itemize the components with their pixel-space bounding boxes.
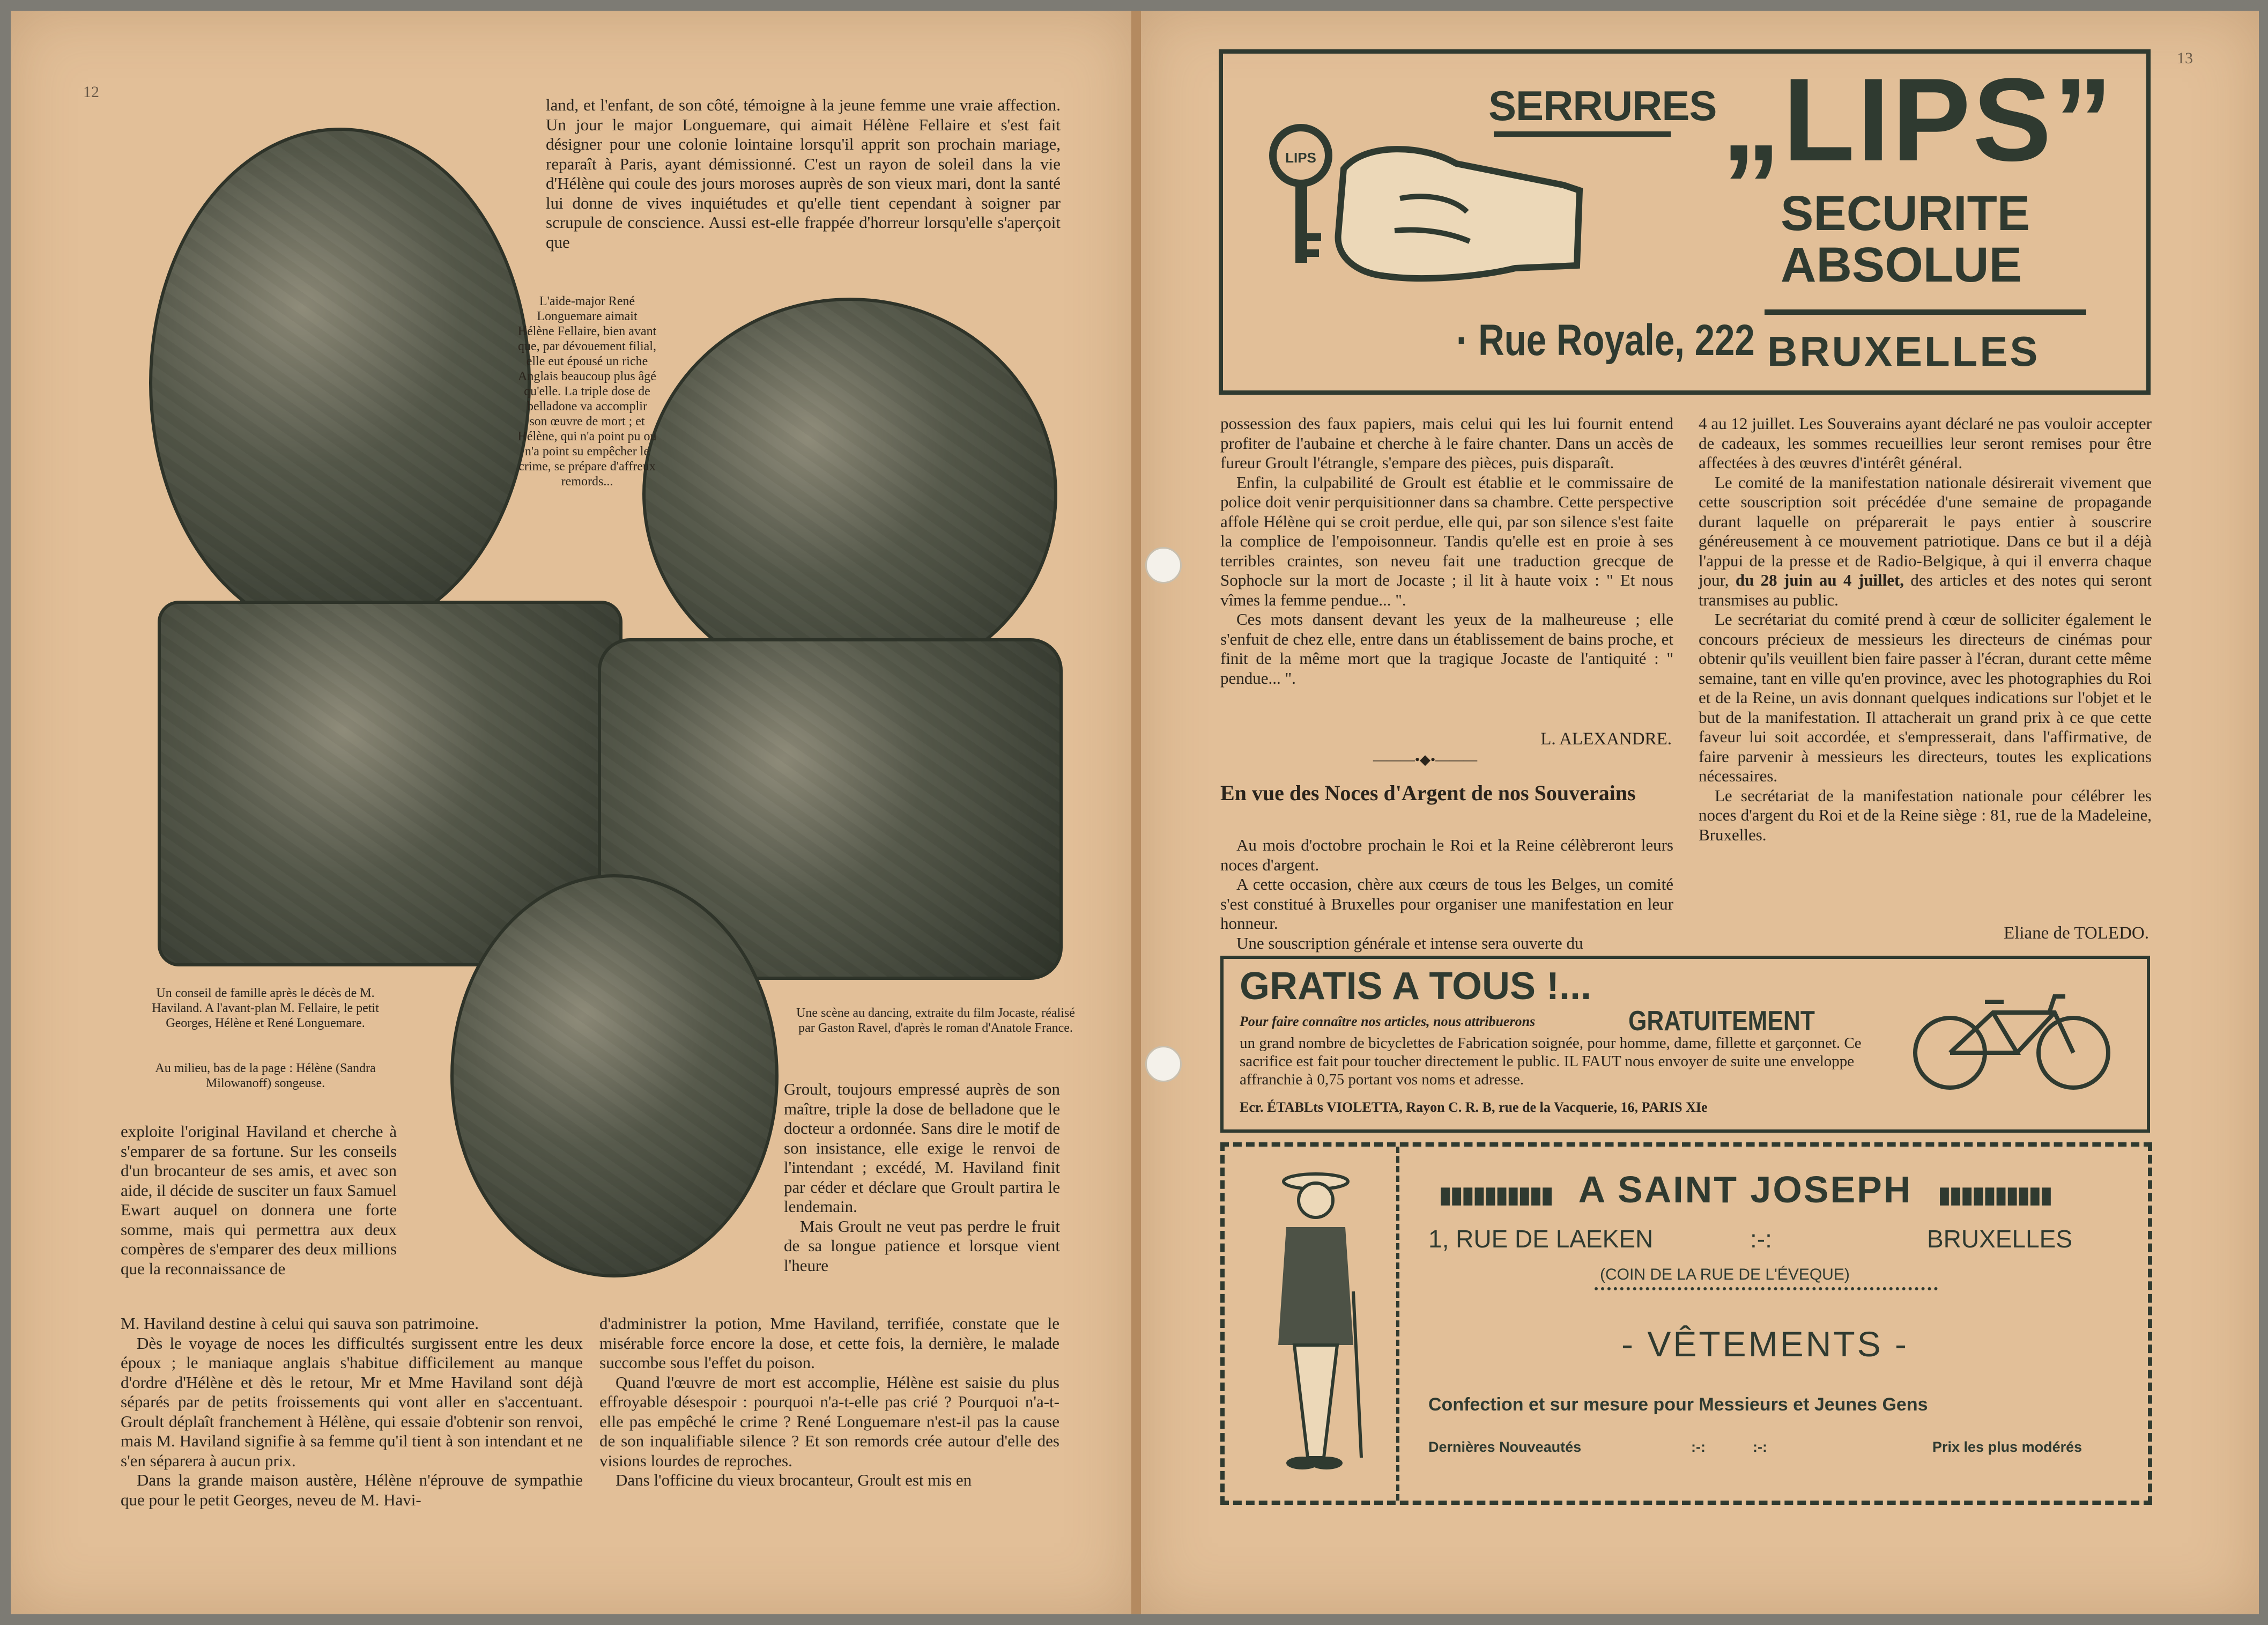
paragraph-text: Le comité de la manifestation nationale désirerait vivement que cette souscription soit précédée d'une semaine de propagande durant laquelle on préparerait le pays entier à souscrire généreusement à ce mouvement patriotique. Dans ce but il a déjà l'appui de la presse et de Radio-Belgique, à qui il enverra chaque jour, [1699,472,2152,589]
paragraph: M. Haviland destine à celui qui sauva son patrimoine. [121,1314,479,1333]
paragraph-text: des articles et des notes qui seront transmises au public. [1699,571,2152,609]
paragraph: exploite l'original Haviland et cherche à s'emparer de sa fortune. Sur les conseils d'un brocanteur de ses amis, et avec son aide, il décide de susciter un faux Samuel Ewart auquel on donnera une forte somme, mais qui permettra aux deux compères de s'emparer des deux millions que la reconnaissance de [121,1122,397,1278]
paragraph: d'administrer la potion, Mme Haviland, terrifiée, constate que le misérable force encore la dose, et cette fois, la dernière, le malade succombe sous l'effet du poison. [599,1314,1059,1372]
caption-family-council: Un conseil de famille après le décès de M. Haviland. A l'avant-plan M. Fellaire, le petit Georges, Hélène et René Longuemare. [152,986,379,1030]
signature: Eliane de TOLEDO. [2004,924,2149,943]
paragraph: Enfin, la culpabilité de Groult est établie et le commissaire de police doit venir perquisitionner dans sa chambre. Cette perspective affole Hélène qui se croit perdue, elle qui, par son silence s'est faite la complice de l'empoisonneur. Tandis qu'elle est en proie à ses terribles craintes, son neveu fait une traduction grecque de Sophocle sur la mort de Jocaste ; il lit à haute voix : " Et nous vîmes la femme pendue... ". [1220,472,1673,609]
lips-address: · Rue Royale, 222 [1456,316,1755,365]
photo-group-scene [642,298,1057,690]
absolue-label: ABSOLUE [1781,238,2022,292]
gratuitement-label: GRATUITEMENT [1628,1006,1815,1037]
section-title: En vue des Noces d'Argent de nos Souverains [1220,781,1636,805]
sj-confection: Confection et sur mesure pour Messieurs et Jeunes Gens [1428,1394,1928,1415]
paragraph: Dans la grande maison austère, Hélène n'éprouve de sympathie que pour le petit Georges, neveu de M. Havi- [121,1471,583,1509]
sj-nouveautes: Dernières Nouveautés [1428,1439,1582,1455]
article-column [784,1080,1060,1275]
paragraph [1699,473,2152,610]
article-column [546,95,1061,252]
securite-label: SECURITE [1781,186,2030,241]
page-number: 13 [2177,49,2193,67]
sj-separator: :-: [1750,1225,1772,1253]
paragraph: Dans l'officine du vieux brocanteur, Groult est mis en [616,1471,972,1489]
article-column [121,1314,583,1510]
paragraph: Quand l'œuvre de mort est accomplie, Hélène est saisie du plus effroyable désespoir : pourquoi n'a-t-elle pas crié ? Pourquoi n'a-t-elle pas empêché le crime ? René Longuemare n'est-il pas la cause de son inqualifiable silence ? Et son remords crée autour d'elle des visions lourdes de reproches. [599,1372,1059,1470]
gratis-body: un grand nombre de bicyclettes de Fabrication soignée, pour homme, dame, fillette et garçonnet. Ce sacrifice est fait pour toucher directement le public. IL FAUT nous envoyer de suite une enveloppe affranchie à 0,75 portant vos noms et adresse. [1240,1035,1862,1088]
sj-title: A SAINT JOSEPH [1578,1169,1913,1210]
date-emphasis: du 28 juin au 4 juillet, [1735,571,1904,589]
sj-city: BRUXELLES [1927,1225,2073,1253]
caption-aide-major: L'aide-major René Longuemare aimait Hélène Fellaire, bien avant que, par dévouement filial, elle eut épousé un riche Anglais beaucoup plus âgé qu'elle. La triple dose de belladone va accomplir son œuvre de mort ; et Hélène, qui n'a point pu ou n'a point su empêcher le crime, se prépare d'affreux remords... [517,294,657,489]
gratis-intro: Pour faire connaître nos articles, nous attribuerons [1240,1014,1536,1029]
lips-brand: „LIPS” [1722,54,2115,186]
paragraph: possession des faux papiers, mais celui qui les lui fournit entend profiter de l'aubaine et cherche à le faire chanter. Dans un accès de fureur Groult l'étrangle, s'empare des pièces, puis disparaît. [1220,414,1673,472]
book-spine [1131,11,1141,1614]
gratis-advertisement [1220,956,2150,1133]
paragraph: Une souscription générale et intense sera ouverte du [1236,933,1583,952]
signature: L. ALEXANDRE. [1540,729,1672,749]
paragraph: Ces mots dansent devant les yeux de la malheureuse ; elle s'enfuit de chez elle, entre dans un établissement de bains proche, et finit de la même mort que la tragique Jocaste de l'antiquité : " pendue... ". [1220,610,1673,688]
lips-advertisement [1219,49,2151,395]
sj-prix: Prix les plus modérés [1932,1439,2082,1455]
serrures-label: SERRURES [1488,82,1717,129]
paragraph: A cette occasion, chère aux cœurs de tous les Belges, un comité s'est constitué à Bruxelles pour organiser une manifestation en leur honneur. [1220,875,1673,933]
binder-hole [1145,1046,1182,1082]
article-column [1220,414,1673,688]
key-label: LIPS [1285,150,1316,166]
section-ornament: ———•◆•——— [1373,752,1478,767]
page-number: 12 [83,83,99,101]
paragraph: land, et l'enfant, de son côté, témoigne à la jeune femme une vraie affection. Un jour le major Longuemare, qui aimait Hélène Fellaire et s'est fait désigner pour une colonie lointaine lorsqu'il apprit son prochain mariage, reparaît à Paris, ayant démissionné. C'est un rayon de soleil dans la vie d'Hélène qui coule des jours moroses auprès de son vieux mari, dont la santé lui donne de vives inquiétudes et qu'elle tient cependant à soigner par scrupule de conscience. Aussi est-elle frappée d'horreur lorsqu'elle s'aperçoit que [546,95,1061,252]
photo-garden-scene [149,128,531,638]
sj-title-row [1439,1168,2051,1211]
caption-middle: Au milieu, bas de la page : Hélène (Sandra Milowanoff) songeuse. [155,1061,376,1090]
divider [1494,131,1671,137]
sj-street: 1, RUE DE LAEKEN [1428,1225,1654,1253]
paragraph: Le secrétariat du comité prend à cœur de solliciter également le concours précieux de messieurs les directeurs de cinémas pour obtenir qu'ils veuillent bien faire passer à l'écran, durant cette même semaine, tant en ville qu'en province, avec les photographies du Roi et de la Reine, un avis donnant quelques indications sur l'objet et le but de la manifestation. Il attacherait un grand prix à ce que cette faveur lui soit accordée, et s'empresserait, dans l'affirmative, de faire parvenir à messieurs les directeurs, toutes les explications nécessaires. [1699,610,2152,785]
article-column [1699,414,2152,845]
divider [1765,309,2086,315]
gentleman-figure-icon [1257,1168,1375,1479]
lips-city: BRUXELLES [1767,328,2040,375]
binder-hole [1145,547,1182,583]
sj-ornament: ▮▮▮▮▮▮▮▮▮▮ [1439,1182,1553,1207]
paragraph: Dès le voyage de noces les difficultés surgissent entre les deux époux ; le maniaque anglais s'habitue difficilement au manque d'ordre d'Hélène et dès le retour, Mr et Mme Haviland sont déjà séparés par de petits froissements qui vont aller en s'accentuant. Groult déplaît franchement à Hélène, qui essaie d'obtenir son renvoi, mais M. Haviland signifie à sa femme qu'il tient à son intendant et ne s'en séparera à aucun prix. [121,1333,583,1470]
photo-helene [450,874,779,1277]
sj-ornament: ▮▮▮▮▮▮▮▮▮▮ [1938,1182,2052,1207]
article-column [1220,836,1673,953]
sj-separator: :-: [1691,1439,1706,1455]
article-column [599,1314,1059,1490]
gratis-headline: GRATIS A TOUS !... [1240,965,1592,1008]
divider [1595,1287,1938,1290]
caption-dancing: Une scène au dancing, extraite du film Jocaste, réalisé par Gaston Ravel, d'après le roman d'Anatole France. [796,1006,1075,1035]
right-page [1141,11,2259,1614]
bicycle-icon [1904,986,2119,1093]
saint-joseph-advertisement [1220,1142,2152,1505]
paragraph: 4 au 12 juillet. Les Souverains ayant déclaré ne pas vouloir accepter de cadeaux, les sommes recueillies leur seront remises pour être affectées à des œuvres d'intérêt général. [1699,414,2152,472]
gratis-address: Ecr. ÉTABLts VIOLETTA, Rayon C. R. B, rue de la Vacquerie, 16, PARIS XIe [1240,1099,1708,1115]
left-page [11,11,1131,1614]
article-column [121,1122,397,1279]
paragraph: Mais Groult ne veut pas perdre le fruit de sa longue patience et lorsque vient l'heure [784,1216,1060,1275]
sj-vetements: - VÊTEMENTS - [1621,1324,1909,1364]
paragraph: Groult, toujours empressé auprès de son maître, triple la dose de belladone que le docteur a ordonnée. Sans dire le motif de son insistance, elle exige le renvoi de l'intendant ; excédé, M. Haviland finit par céder et déclare que Groult partira le lendemain. [784,1080,1060,1216]
sj-corner: (COIN DE LA RUE DE L'ÉVEQUE) [1600,1266,1850,1283]
paragraph: Le secrétariat de la manifestation nationale pour célébrer les noces d'argent du Roi et de la Reine siège : 81, rue de la Madeleine, Bruxelles. [1699,786,2152,844]
paragraph: Au mois d'octobre prochain le Roi et la Reine célèbreront leurs noces d'argent. [1220,836,1673,874]
sj-separator: :-: [1753,1439,1767,1455]
divider [1396,1147,1399,1501]
